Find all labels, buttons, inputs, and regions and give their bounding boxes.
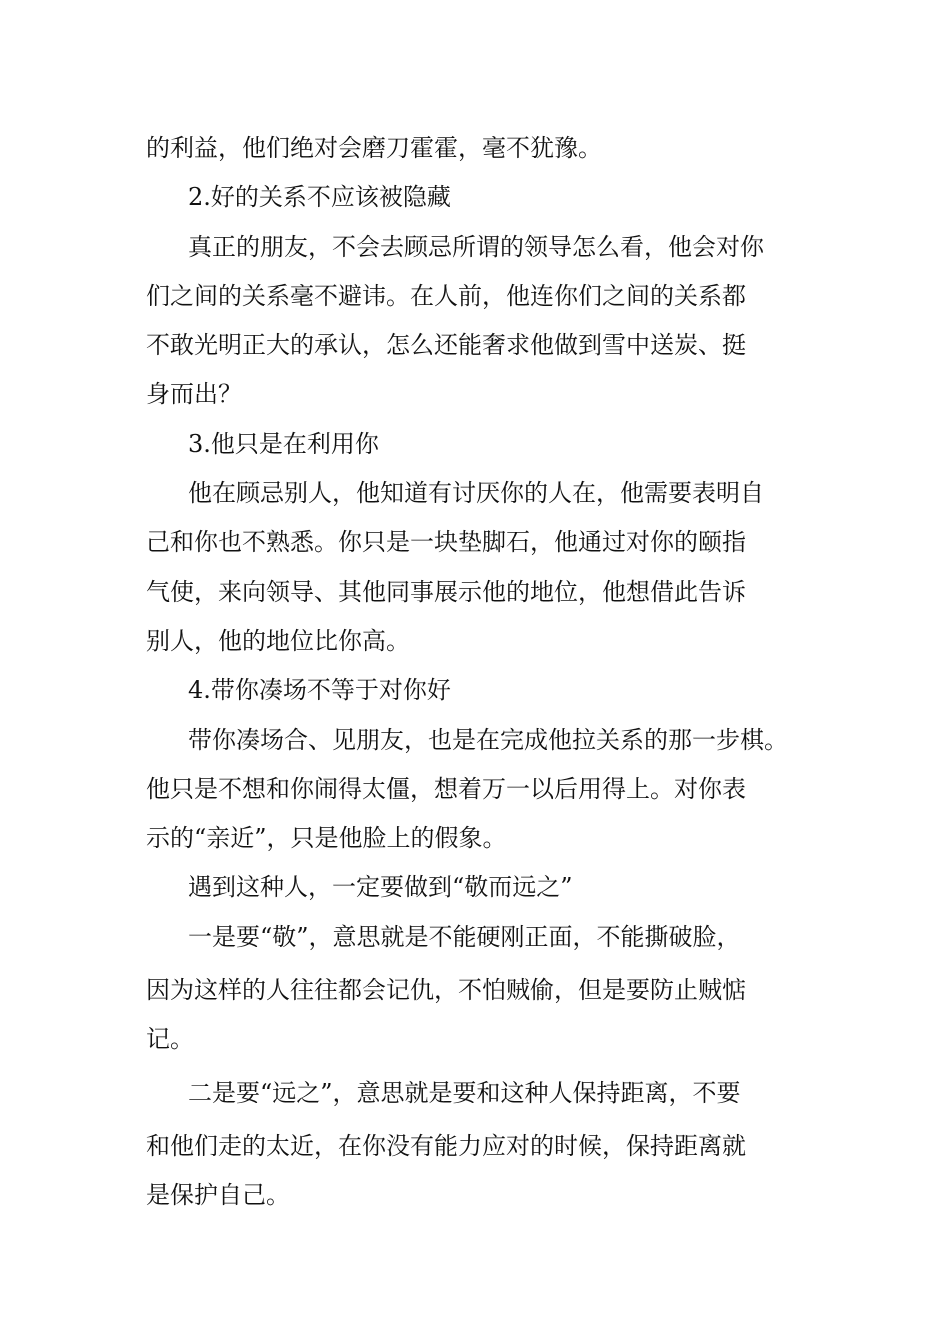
section-heading: 2.好的关系不应该被隐藏: [188, 183, 451, 212]
text-line: 别人，他的地位比你高。: [146, 626, 410, 655]
text-line: 二是要“远之”，意思就是要和这种人保持距离，不要: [188, 1078, 741, 1107]
text-line: 记。: [146, 1025, 194, 1054]
text-line: 己和你也不熟悉。你只是一块垫脚石，他通过对你的颐指: [146, 528, 746, 557]
text-line: 因为这样的人往往都会记仇，不怕贼偷，但是要防止贼惦: [146, 976, 746, 1005]
text-line: 是保护自己。: [146, 1181, 290, 1210]
text-line: 们之间的关系毫不避讳。在人前，他连你们之间的关系都: [146, 281, 746, 310]
text-line: 他只是不想和你闹得太僵，想着万一以后用得上。对你表: [146, 774, 746, 803]
text-line: 的利益，他们绝对会磨刀霍霍，毫不犹豫。: [146, 134, 602, 162]
text-line: 带你凑场合、见朋友，也是在完成他拉关系的那一步棋。: [188, 725, 788, 754]
text-line: 遇到这种人，一定要做到“敬而远之”: [188, 873, 573, 902]
text-line: 他在顾忌别人，他知道有讨厌你的人在，他需要表明自: [188, 479, 764, 508]
document-body: [146, 124, 814, 1221]
text-line: 示的“亲近”，只是他脸上的假象。: [146, 824, 507, 853]
text-line: 真正的朋友，不会去顾忌所谓的领导怎么看，他会对你: [188, 232, 764, 261]
text-line: 气使，来向领导、其他同事展示他的地位，他想借此告诉: [146, 577, 746, 606]
text-line: 不敢光明正大的承认，怎么还能奢求他做到雪中送炭、挺: [146, 331, 746, 360]
text-line: 一是要“敬”，意思就是不能硬刚正面，不能撕破脸，: [188, 922, 741, 951]
section-heading: 4.带你凑场不等于对你好: [188, 676, 451, 705]
text-line: 身而出？: [146, 380, 242, 409]
text-line: 和他们走的太近，在你没有能力应对的时候，保持距离就: [146, 1131, 746, 1160]
section-heading: 3.他只是在利用你: [188, 429, 379, 458]
